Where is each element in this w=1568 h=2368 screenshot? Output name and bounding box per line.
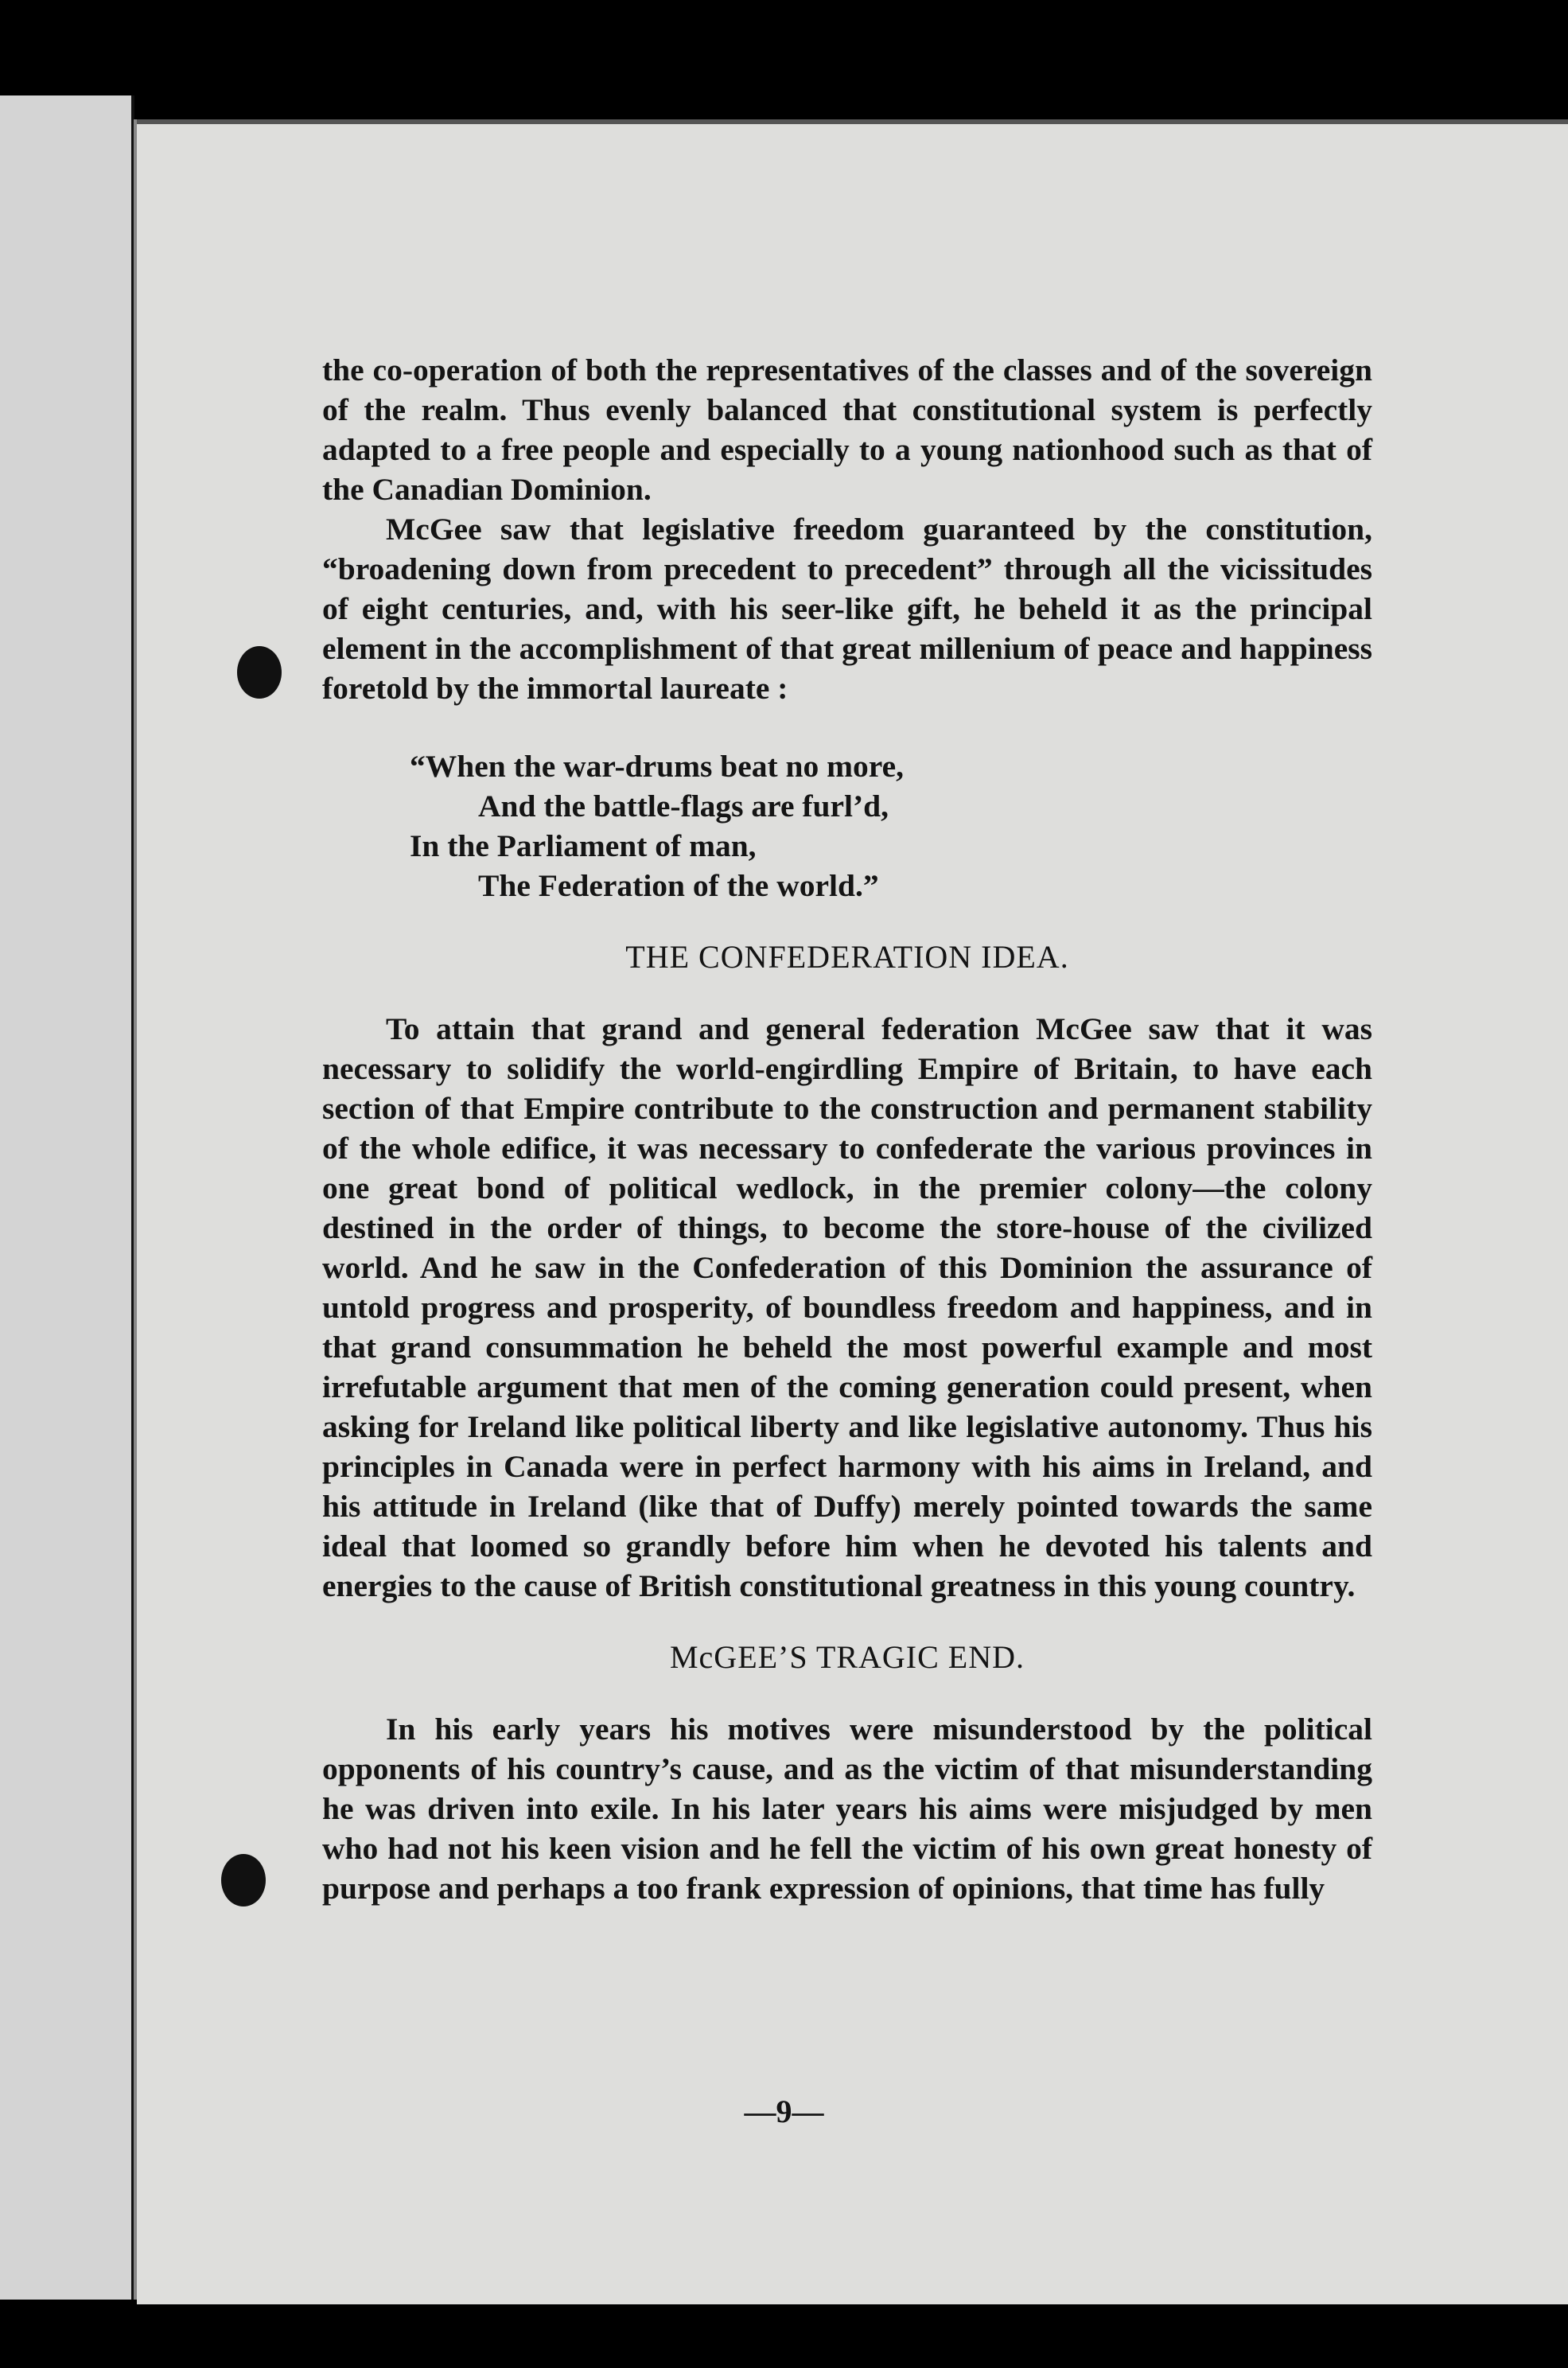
punch-hole-lower — [221, 1854, 266, 1906]
poem-quote — [410, 746, 1372, 906]
paragraph-4: In his early years his motives were misunderstood by the political opponents of his country’s cause, and as the victim of that misunderstanding he was driven into exile. In his later years his aims were misjudged by men who had not his keen vision and he fell the victim of his own great honesty of purpose and perhaps a too frank expression of opinions, that time has fully — [322, 1712, 1372, 1906]
poem-line: And the battle-flags are furl’d, — [478, 789, 889, 824]
punch-hole-upper — [237, 646, 282, 699]
page-text — [322, 350, 1372, 1908]
section-heading-tragic-end: McGEE’S TRAGIC END. — [669, 1639, 1025, 1675]
facing-page-edge — [0, 95, 134, 2300]
poem-line: “When the war-drums beat no more, — [410, 749, 904, 784]
paragraph-3: To attain that grand and general federation McGee saw that it was necessary to solidify the world-engirdling Empire of Britain, to have each section of that Empire contribute to the construction and permanent stability of the whole edifice, it was necessary to confederate the various provinces in one great bond of political wedlock, in the premier colony—the colony destined in the order of things, to become the store-house of the civilized world. And he saw in the Confederation of this Dominion the assurance of untold progress and prosperity, of boundless freedom and happiness, and in that grand consummation he beheld the most powerful example and most irrefutable argument that men of the coming generation could present, when asking for Ireland like political liberty and like legislative autonomy. Thus his principles in Canada were in perfect harmony with his aims in Ireland, and his attitude in Ireland (like that of Duffy) merely pointed towards the same ideal that loomed so grandly before him when he devoted his talents and energies to the cause of British constitutional greatness in this young country. — [322, 1011, 1372, 1603]
page-number: —9— — [744, 2093, 824, 2129]
section-heading-confederation: THE CONFEDERATION IDEA. — [625, 939, 1069, 975]
paragraph-1: the co-operation of both the representatives of the classes and of the sovereign of the realm. Thus evenly balanced that constitutional system is perfectly adapted to a free people and especially to a young nationhood such as that of the Canadian Dominion. — [322, 352, 1372, 507]
poem-line: The Federation of the world.” — [478, 868, 879, 903]
paragraph-2: McGee saw that legislative freedom guaranteed by the constitution, “broadening down from precedent to precedent” through all the vicissitudes of eight centuries, and, with his seer-like gift, he beheld it as the principal element in the accomplishment of that great millenium of peace and happiness foretold by the immortal laureate : — [322, 512, 1372, 706]
poem-line: In the Parliament of man, — [410, 828, 757, 863]
